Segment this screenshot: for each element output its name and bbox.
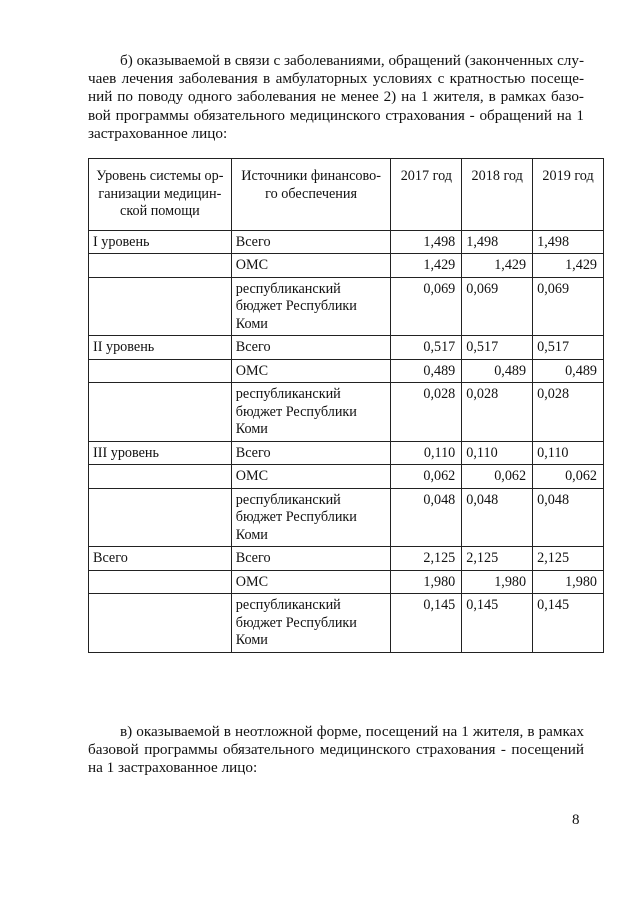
source-line: республиканский — [235, 386, 341, 402]
table-row — [89, 254, 604, 278]
source-line: бюджет Республики — [235, 614, 357, 631]
source-cell — [231, 465, 391, 489]
value-2018-cell: 2,125 — [462, 547, 533, 571]
value-2017-cell: 0,145 — [391, 594, 462, 653]
value-2017-cell: 0,110 — [391, 441, 462, 465]
source-cell — [231, 441, 391, 465]
level-cell — [89, 570, 232, 594]
source-line: бюджет Республики — [235, 509, 357, 525]
paragraph-c — [88, 723, 584, 778]
source-line: республиканский — [235, 491, 341, 508]
value-2019-cell: 2,125 — [533, 547, 604, 571]
source-cell — [231, 254, 391, 278]
paragraph-line: вой программы обязательного медицинского страхования - обращений на 1 — [88, 106, 584, 124]
header-2017: 2017 год — [391, 159, 462, 231]
source-line: ОМС — [235, 257, 269, 273]
value-2019-cell: 0,028 — [533, 383, 604, 442]
table-row — [89, 336, 604, 360]
value-2018-cell: 0,145 — [462, 594, 533, 653]
table-header-row — [89, 159, 604, 231]
source-cell — [231, 488, 391, 547]
header-source-line: Источники финансово- — [241, 168, 381, 184]
value-2017-cell: 0,028 — [391, 383, 462, 442]
table-row — [89, 465, 604, 489]
source-cell — [231, 359, 391, 383]
financing-table — [88, 158, 604, 653]
value-2019-cell: 1,498 — [533, 230, 604, 254]
value-2019-cell: 1,980 — [533, 570, 604, 594]
source-line: ОМС — [235, 573, 269, 590]
value-2018-cell: 0,517 — [462, 336, 533, 360]
value-2017-cell: 0,069 — [391, 277, 462, 336]
table-row — [89, 594, 604, 653]
table-row — [89, 441, 604, 465]
header-source-line: го обеспечения — [265, 185, 358, 202]
value-2018-cell: 1,498 — [462, 230, 533, 254]
level-cell: Всего — [89, 547, 232, 571]
value-2019-cell: 1,429 — [533, 254, 604, 278]
table-row — [89, 230, 604, 254]
source-cell — [231, 570, 391, 594]
source-line: Коми — [235, 421, 268, 437]
source-line: Коми — [235, 315, 268, 332]
table-row — [89, 383, 604, 442]
header-2019: 2019 год — [533, 159, 604, 231]
header-level — [89, 159, 232, 231]
header-2018: 2018 год — [462, 159, 533, 231]
value-2017-cell: 0,062 — [391, 465, 462, 489]
source-cell — [231, 277, 391, 336]
value-2018-cell: 1,980 — [462, 570, 533, 594]
level-cell — [89, 488, 232, 547]
source-line: республиканский — [235, 597, 341, 613]
value-2017-cell: 0,048 — [391, 488, 462, 547]
source-cell — [231, 230, 391, 254]
source-line: ОМС — [235, 468, 269, 484]
value-2018-cell: 0,062 — [462, 465, 533, 489]
source-line: бюджет Республики — [235, 298, 357, 314]
paragraph-line: ний по поводу одного заболевания не менее 2) на 1 жителя, в рамках базо- — [88, 88, 584, 106]
table-row — [89, 547, 604, 571]
value-2018-cell: 0,028 — [462, 383, 533, 442]
value-2019-cell: 0,048 — [533, 488, 604, 547]
paragraph-line: базовой программы обязательного медицинского страхования - посещений — [88, 741, 584, 759]
level-cell — [89, 359, 232, 383]
source-line: Всего — [235, 339, 271, 355]
value-2019-cell: 0,517 — [533, 336, 604, 360]
table-row — [89, 488, 604, 547]
level-cell — [89, 465, 232, 489]
value-2017-cell: 1,429 — [391, 254, 462, 278]
source-cell — [231, 547, 391, 571]
value-2019-cell: 0,110 — [533, 441, 604, 465]
source-line: республиканский — [235, 280, 341, 297]
source-line: Коми — [235, 526, 268, 543]
source-line: бюджет Республики — [235, 403, 357, 420]
value-2018-cell: 0,110 — [462, 441, 533, 465]
table-row — [89, 277, 604, 336]
value-2017-cell: 0,489 — [391, 359, 462, 383]
paragraph-line: на 1 застрахованное лицо: — [88, 759, 258, 777]
value-2017-cell: 0,517 — [391, 336, 462, 360]
value-2017-cell: 1,980 — [391, 570, 462, 594]
header-level-line: Уровень системы ор- — [96, 168, 224, 184]
level-cell — [89, 383, 232, 442]
value-2018-cell: 0,489 — [462, 359, 533, 383]
header-level-line: ской помощи — [120, 203, 200, 219]
value-2018-cell: 0,069 — [462, 277, 533, 336]
header-source — [231, 159, 391, 231]
level-cell: III уровень — [89, 441, 232, 465]
source-line: Всего — [235, 233, 271, 250]
level-cell: II уровень — [89, 336, 232, 360]
source-line: Коми — [235, 632, 268, 648]
level-cell: I уровень — [89, 230, 232, 254]
value-2019-cell: 0,145 — [533, 594, 604, 653]
table-row — [89, 570, 604, 594]
value-2019-cell: 0,069 — [533, 277, 604, 336]
paragraph-line: застрахованное лицо: — [88, 124, 228, 142]
value-2019-cell: 0,489 — [533, 359, 604, 383]
value-2017-cell: 2,125 — [391, 547, 462, 571]
source-cell — [231, 594, 391, 653]
source-line: Всего — [235, 550, 271, 566]
source-cell — [231, 336, 391, 360]
source-cell — [231, 383, 391, 442]
paragraph-b — [88, 52, 584, 143]
value-2019-cell: 0,062 — [533, 465, 604, 489]
level-cell — [89, 277, 232, 336]
value-2018-cell: 0,048 — [462, 488, 533, 547]
paragraph-line: в) оказываемой в неотложной форме, посещений на 1 жителя, в рамках — [120, 723, 584, 740]
page-number: 8 — [572, 812, 580, 828]
source-line: Всего — [235, 444, 271, 461]
table-row — [89, 359, 604, 383]
level-cell — [89, 594, 232, 653]
source-line: ОМС — [235, 362, 269, 379]
value-2017-cell: 1,498 — [391, 230, 462, 254]
value-2018-cell: 1,429 — [462, 254, 533, 278]
paragraph-line: б) оказываемой в связи с заболеваниями, обращений (законченных слу- — [120, 52, 585, 69]
paragraph-line: чаев лечения заболевания в амбулаторных условиях с кратностью посеще- — [88, 70, 584, 88]
header-level-line: ганизации медицин- — [98, 185, 222, 202]
level-cell — [89, 254, 232, 278]
